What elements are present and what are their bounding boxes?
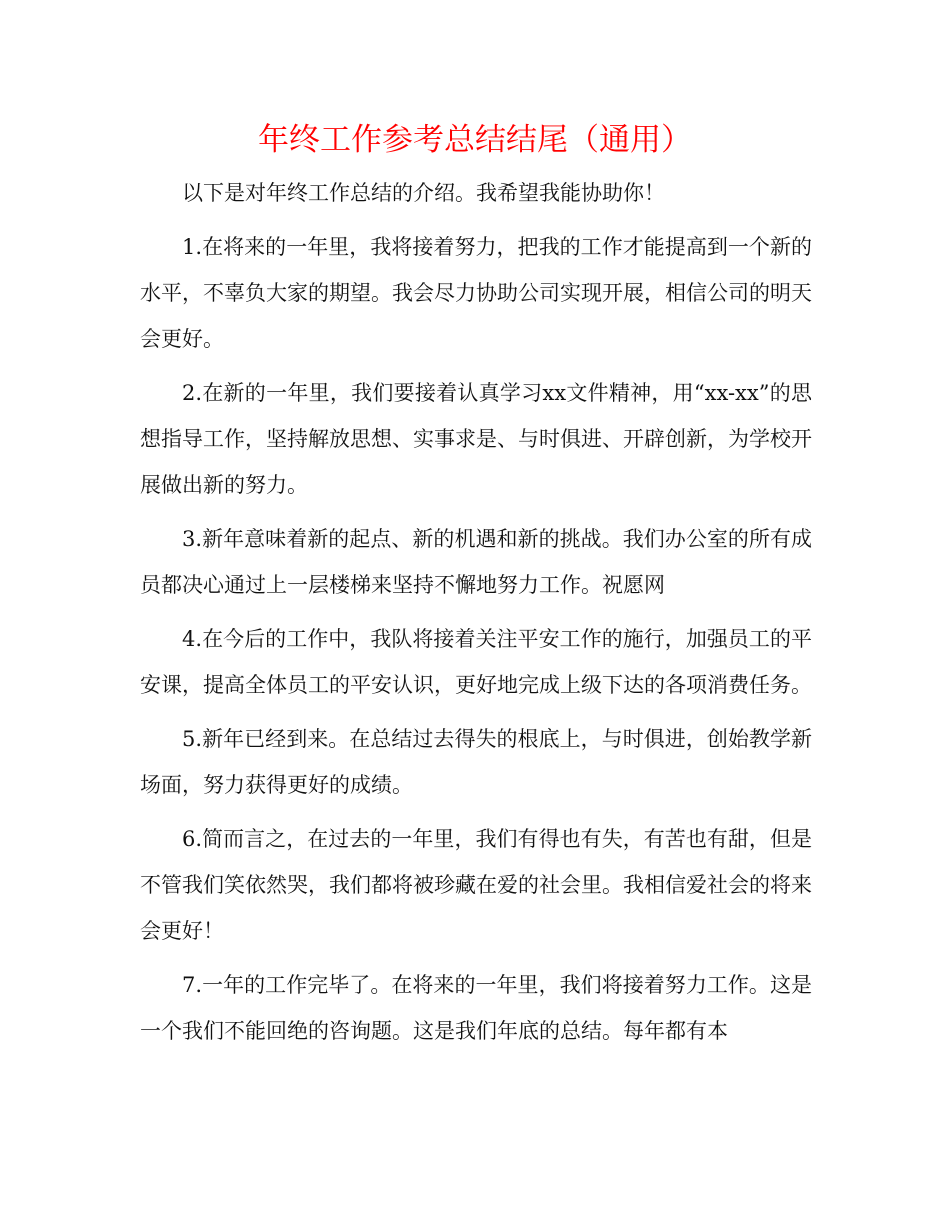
document-body — [140, 170, 812, 1062]
paragraph-7: 7.一年的工作完毕了。在将来的一年里，我们将接着努力工作。这是一个我们不能回绝的咨询题。这是我们年底的总结。每年都有本 — [140, 973, 812, 1043]
paragraph-4: 4.在今后的工作中，我队将接着关注平安工作的施行，加强员工的平安课，提高全体员工的平安认识，更好地完成上级下达的各项消费任务。 — [140, 627, 812, 697]
paragraph-5: 5.新年已经到来。在总结过去得失的根底上，与时俱进，创始教学新场面，努力获得更好的成绩。 — [140, 727, 812, 797]
paragraph-2: 2.在新的一年里，我们要接着认真学习xx文件精神，用“xx-xx”的思想指导工作，坚持解放思想、实事求是、与时俱进、开辟创新，为学校开展做出新的努力。 — [140, 381, 812, 497]
paragraph-intro: 以下是对年终工作总结的介绍。我希望我能协助你！ — [182, 181, 665, 205]
paragraph-6: 6.简而言之，在过去的一年里，我们有得也有失，有苦也有甜，但是不管我们笑依然哭，我们都将被珍藏在爱的社会里。我相信爱社会的将来会更好！ — [140, 827, 812, 943]
paragraph-1: 1.在将来的一年里，我将接着努力，把我的工作才能提高到一个新的水平，不辜负大家的期望。我会尽力协助公司实现开展，相信公司的明天会更好。 — [140, 235, 812, 351]
page-title: 年终工作参考总结结尾（通用） — [258, 122, 692, 158]
paragraph-3: 3.新年意味着新的起点、新的机遇和新的挑战。我们办公室的所有成员都决心通过上一层楼梯来坚持不懈地努力工作。祝愿网 — [140, 527, 812, 597]
